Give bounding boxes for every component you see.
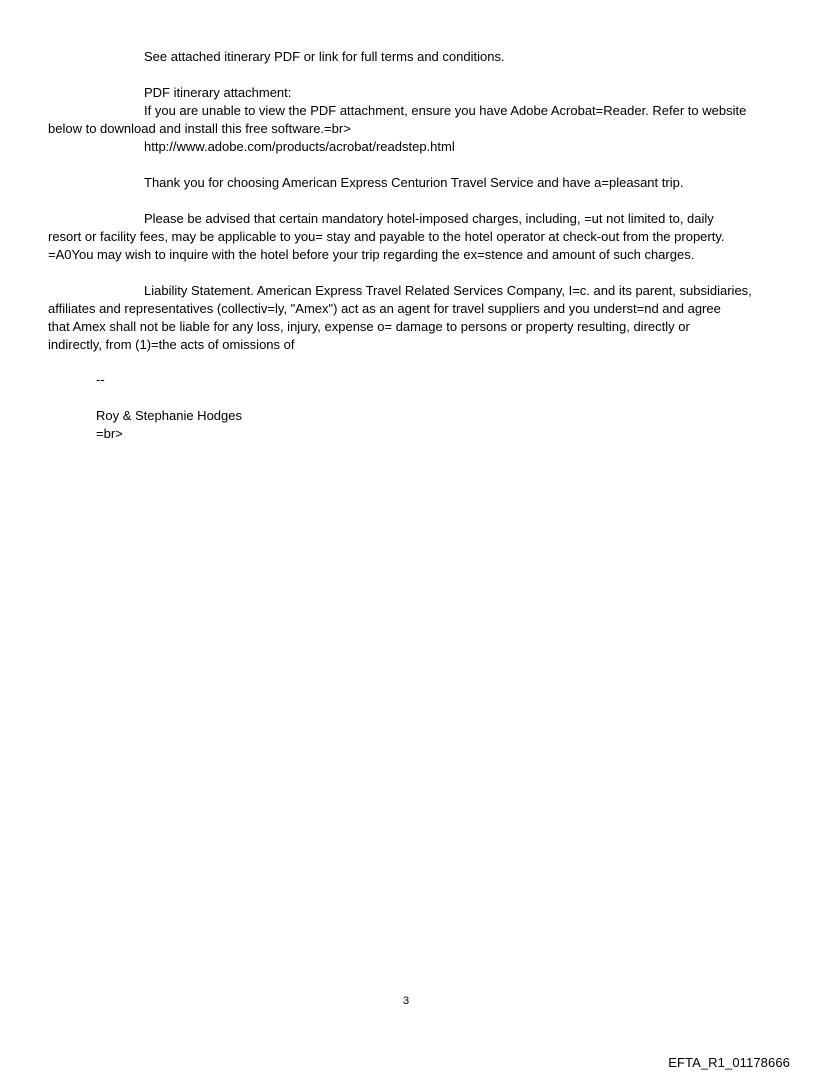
hotel-paragraph-line: =A0You may wish to inquire with the hotel before your trip regarding the ex=stence and amount of such charges. — [48, 247, 695, 262]
signature-name: Roy & Stephanie Hodges — [96, 408, 242, 423]
liability-paragraph-line: that Amex shall not be liable for any loss, injury, expense o= damage to persons or property resulting, directly or — [48, 319, 690, 334]
document-id: EFTA_R1_01178666 — [668, 1055, 790, 1070]
hotel-paragraph-line: Please be advised that certain mandatory hotel-imposed charges, including, =ut not limited to, daily — [144, 211, 714, 226]
thanks-paragraph: Thank you for choosing American Express Centurion Travel Service and have a=pleasant trip. — [144, 175, 684, 190]
liability-paragraph-line: affiliates and representatives (collectiv=ly, "Amex") act as an agent for travel suppliers and you underst=nd and agree — [48, 301, 721, 316]
liability-paragraph-line: Liability Statement. American Express Travel Related Services Company, I=c. and its parent, subsidiaries, — [144, 283, 752, 298]
terms-note: See attached itinerary PDF or link for full terms and conditions. — [144, 49, 505, 64]
pdf-paragraph-line: If you are unable to view the PDF attachment, ensure you have Adobe Acrobat=Reader. Refer to website — [144, 103, 747, 118]
signature-tag: =br> — [96, 426, 123, 441]
hotel-paragraph-line: resort or facility fees, may be applicable to you= stay and payable to the hotel operator at check-out from the property. — [48, 229, 725, 244]
liability-paragraph-line: indirectly, from (1)=the acts of omissions of — [48, 337, 295, 352]
adobe-link: http://www.adobe.com/products/acrobat/readstep.html — [144, 139, 455, 154]
signature-separator: -- — [96, 372, 105, 387]
pdf-paragraph-line: below to download and install this free software.=br> — [48, 121, 351, 136]
pdf-heading: PDF itinerary attachment: — [144, 85, 292, 100]
page-number: 3 — [403, 995, 410, 1007]
